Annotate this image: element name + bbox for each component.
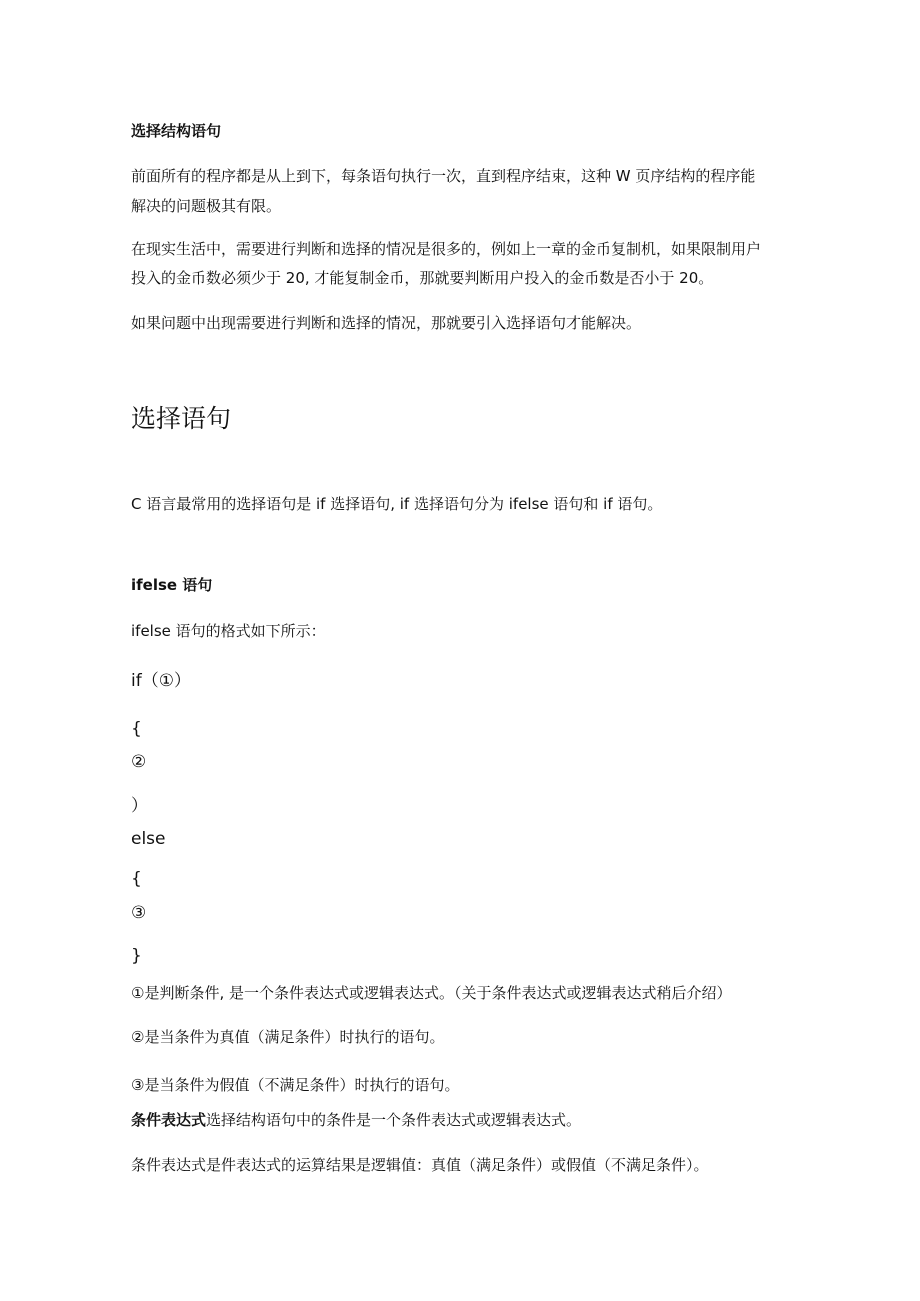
heading-select-statement: 选择语句 xyxy=(131,404,232,433)
intro-paragraph-1-line-2: 解决的问题极其有限。 xyxy=(131,197,282,215)
code-line-open-brace-2: { xyxy=(131,869,142,889)
format-intro: ifelse 语句的格式如下所示： xyxy=(131,622,326,640)
code-line-placeholder-2: ② xyxy=(131,752,147,772)
code-line-open-brace-1: { xyxy=(131,719,142,739)
note-1: ①是判断条件, 是一个条件表达式或逻辑表达式。（关于条件表达式或逻辑表达式稍后介绍） xyxy=(131,984,732,1002)
condition-expression-paragraph xyxy=(131,1110,581,1130)
intro-paragraph-2-line-1: 在现实生活中，需要进行判断和选择的情况是很多的，例如上一章的金币复制机，如果限制用户 xyxy=(131,240,762,258)
note-2: ②是当条件为真值（满足条件）时执行的语句。 xyxy=(131,1028,445,1046)
code-line-if: if（①） xyxy=(131,671,191,691)
code-line-close-2: } xyxy=(131,946,142,966)
final-paragraph: 条件表达式是件表达式的运算结果是逻辑值：真值（满足条件）或假值（不满足条件）。 xyxy=(131,1156,709,1174)
subheading-ifelse: ifelse 语句 xyxy=(131,576,213,594)
intro-paragraph-1-line-1: 前面所有的程序都是从上到下，每条语句执行一次，直到程序结束，这种 W 页序结构的程序能 xyxy=(131,167,756,185)
section-title: 选择结构语句 xyxy=(131,122,222,140)
intro-paragraph-2-line-2: 投入的金币数必须少于 20, 才能复制金币，那就要判断用户投入的金币数是否小于 20。 xyxy=(131,269,714,287)
code-line-placeholder-3: ③ xyxy=(131,903,147,923)
heading-description: C 语言最常用的选择语句是 if 选择语句, if 选择语句分为 ifelse 语句和 if 语句。 xyxy=(131,495,663,513)
condition-expression-text: 选择结构语句中的条件是一个条件表达式或逻辑表达式。 xyxy=(206,1111,582,1129)
condition-expression-term: 条件表达式 xyxy=(131,1111,207,1129)
intro-paragraph-3: 如果问题中出现需要进行判断和选择的情况，那就要引入选择语句才能解决。 xyxy=(131,314,642,332)
code-line-close-1: ） xyxy=(131,796,148,816)
note-3: ③是当条件为假值（不满足条件）时执行的语句。 xyxy=(131,1076,460,1094)
code-line-else: else xyxy=(131,829,166,849)
